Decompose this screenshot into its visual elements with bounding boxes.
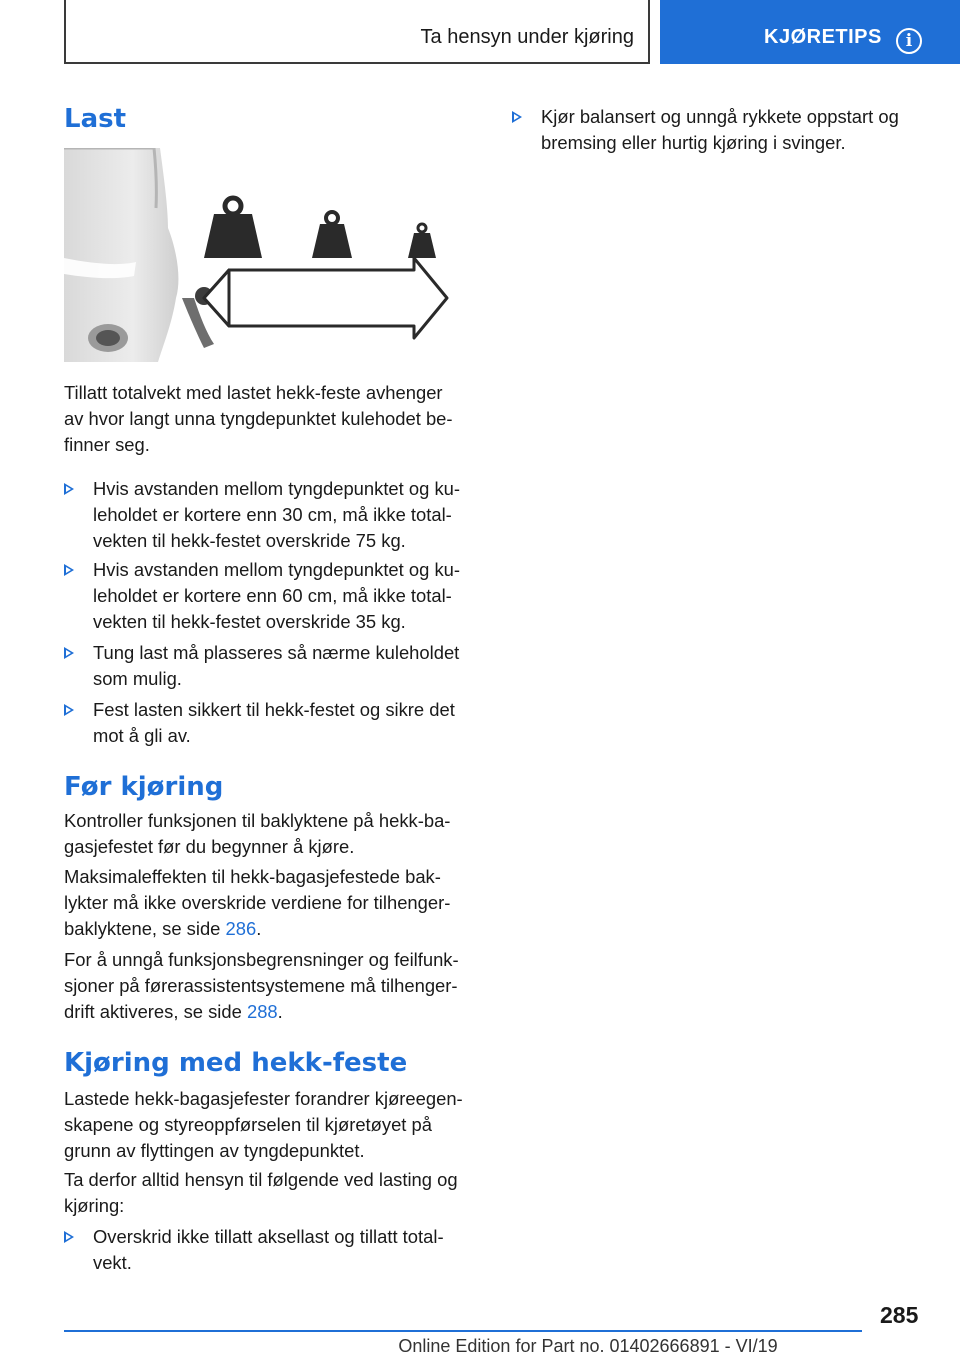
before-paragraph-3: For å unngå funksjonsbegrensninger og feilfunk- sjoner på førerassistentsystemene må tilhenger- drift aktiveres, se side 288. <box>64 949 459 1022</box>
footer-divider <box>64 1330 862 1332</box>
weight-small-ring <box>418 224 426 232</box>
list-item: Hvis avstanden mellom tyngdepunktet og ku- leholdet er kortere enn 60 cm, må ikke total- vekten til hekk-festet overskride 35 kg. <box>64 557 478 635</box>
page-link-288[interactable]: 288 <box>246 1001 278 1022</box>
list-item: Hvis avstanden mellom tyngdepunktet og ku- leholdet er kortere enn 30 cm, må ikke total- vekten til hekk-festet overskride 75 kg. <box>64 476 478 554</box>
heading-before-driving: Før kjøring <box>64 772 224 802</box>
heading-last: Last <box>64 104 127 134</box>
triangle-bullet-icon <box>64 704 74 716</box>
page-link-286[interactable]: 286 <box>225 918 257 939</box>
before-paragraph-1: Kontroller funksjonen til baklyktene på hekk-ba- gasjefestet før du begynner å kjøre. <box>64 810 451 857</box>
intro-paragraph: Tillatt totalvekt med lastet hekk-feste avhenger av hvor langt unna tyngdepunktet kulehodet be- finner seg. <box>64 382 453 455</box>
list-item: Kjør balansert og unngå rykkete oppstart og bremsing eller hurtig kjøring i svinger. <box>512 104 916 156</box>
heading-driving-with-carrier: Kjøring med hekk-feste <box>64 1048 408 1078</box>
chapter-tab[interactable] <box>660 0 960 64</box>
triangle-bullet-icon <box>512 111 522 123</box>
list-item: Tung last må plasseres så nærme kuleholdet som mulig. <box>64 640 478 692</box>
drive-paragraph-1: Lastede hekk-bagasjefester forandrer kjøreegen- skapene og styreoppførselen til kjøretøyet på grunn av flyttingen av tyngdepunktet. <box>64 1088 463 1161</box>
weight-large-ring <box>225 198 241 214</box>
load-distance-illustration <box>64 148 450 362</box>
distance-arrow <box>204 258 447 338</box>
footer-edition: Online Edition for Part no. 01402666891 - VI/19 <box>398 1336 778 1356</box>
header-title: Ta hensyn under kjøring <box>420 26 634 48</box>
weight-medium-ring <box>326 212 338 224</box>
triangle-bullet-icon <box>64 483 74 495</box>
before-paragraph-2: Maksimaleffekten til hekk-bagasjefestede bak- lykter må ikke overskride verdiene for tilhenger- baklyktene, se side 286. <box>64 866 451 939</box>
header-title-box <box>64 0 650 64</box>
list-item: Fest lasten sikkert til hekk-festet og sikre det mot å gli av. <box>64 697 478 749</box>
info-icon[interactable]: i <box>896 28 922 54</box>
weight-small-icon <box>408 233 436 258</box>
page-number: 285 <box>880 1302 919 1328</box>
chapter-tab-label: KJØRETIPS <box>764 26 882 48</box>
weight-medium-icon <box>312 224 352 258</box>
list-item: Overskrid ikke tillatt aksellast og tillatt total- vekt. <box>64 1224 478 1276</box>
weight-large-icon <box>204 214 262 258</box>
triangle-bullet-icon <box>64 1231 74 1243</box>
triangle-bullet-icon <box>64 647 74 659</box>
drive-paragraph-2: Ta derfor alltid hensyn til følgende ved lasting og kjøring: <box>64 1169 458 1216</box>
triangle-bullet-icon <box>64 564 74 576</box>
